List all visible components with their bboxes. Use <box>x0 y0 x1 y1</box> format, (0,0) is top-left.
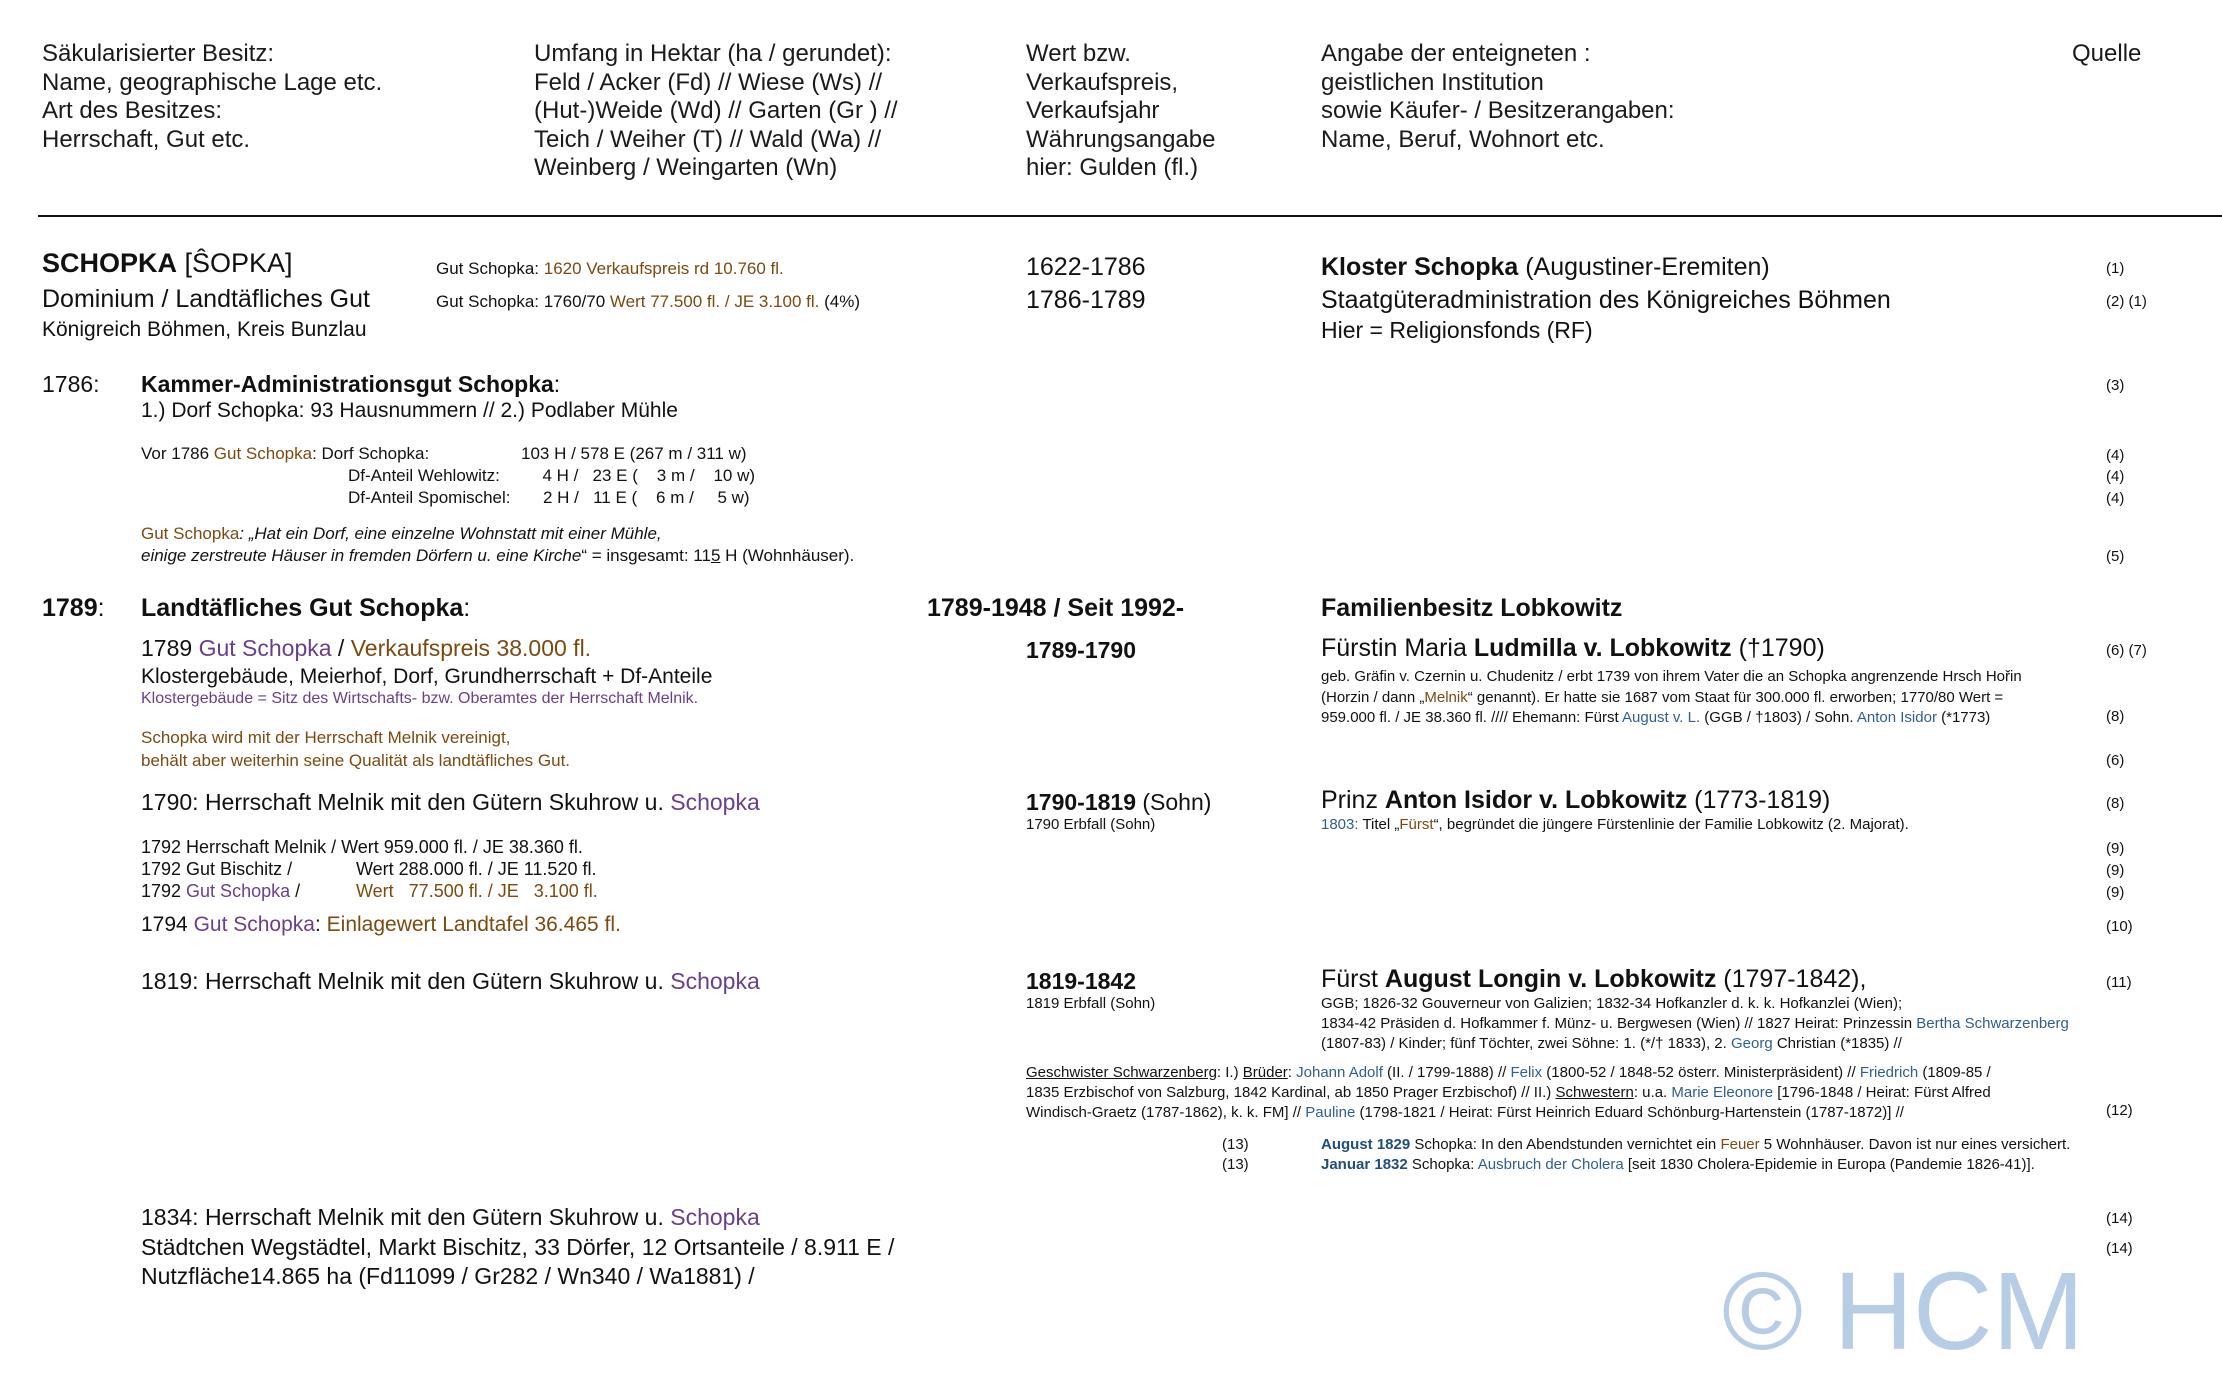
title-owner-3: Hier = Religionsfonds (RF) <box>1321 317 1593 343</box>
wehlowitz-label: Df-Anteil Wehlowitz: <box>348 466 500 485</box>
owner-ludmilla-detail-2: (Horzin / dann „Melnik“ genannt). Er hatte sie 1687 vom Staat für 300.000 fl. erworben; 1770/80 Wert = <box>1321 689 2004 706</box>
header-line: Herrschaft, Gut etc. <box>42 125 251 153</box>
source-ref: (13) <box>1222 1156 1249 1173</box>
wehlowitz-value: 4 H / 23 E ( 3 m / 10 w) <box>533 466 756 485</box>
section-1790-line: 1790: Herrschaft Melnik mit den Gütern Skuhrow u. Schopka <box>141 789 760 815</box>
header-line: (Hut-)Weide (Wd) // Garten (Gr ) // <box>534 97 898 125</box>
owner-august-detail-2: 1834-42 Präsiden d. Hofkammer f. Münz- u. Bergwesen (Wien) // 1827 Heirat: Prinzessin Bertha Schwarzenberg <box>1321 1015 2069 1032</box>
header-line: Art des Besitzes: <box>42 97 223 125</box>
section-1789-period: 1789-1948 / Seit 1992- <box>927 594 1185 622</box>
quote-line-1: Gut Schopka: „Hat ein Dorf, eine einzelne Wohnstatt mit einer Mühle, <box>141 524 662 543</box>
header-line: Verkaufspreis, <box>1026 68 1179 96</box>
source-ref: (4) <box>2106 468 2125 485</box>
vor-1786-value: 103 H / 578 E (267 m / 311 w) <box>521 444 747 463</box>
source-ref: (8) <box>2106 708 2125 725</box>
quote-line-2: einige zerstreute Häuser in fremden Dörfern u. eine Kirche“ = insgesamt: 115 H (Wohnhäuser). <box>141 546 855 565</box>
header-line: Wert bzw. <box>1026 40 1131 67</box>
value-1792-melnik: 1792 Herrschaft Melnik / Wert 959.000 fl. / JE 38.360 fl. <box>141 837 583 857</box>
source-ref: (13) <box>1222 1136 1249 1153</box>
gut-1789-merge-1: Schopka wird mit der Herrschaft Melnik vereinigt, <box>141 728 511 747</box>
value-1792-bischitz-label: 1792 Gut Bischitz / <box>141 859 293 879</box>
owner-ludmilla-detail-3: 959.000 fl. / JE 38.360 fl. //// Ehemann: Fürst August v. L. (GGB / †1803) / Sohn. Anton Isidor (*1773) <box>1321 709 1991 726</box>
source-ref: (1) <box>2106 260 2125 277</box>
section-1834-towns: Städtchen Wegstädtel, Markt Bischitz, 33 Dörfer, 12 Ortsanteile / 8.911 E / <box>141 1234 895 1260</box>
title-alt: [ŜOPKA] <box>177 248 293 278</box>
gut-1789-price: 1789 Gut Schopka / Verkaufspreis 38.000 fl. <box>141 635 592 661</box>
owner-ludmilla: Fürstin Maria Ludmilla v. Lobkowitz (†1790) <box>1321 634 1825 662</box>
section-1789-owner: Familienbesitz Lobkowitz <box>1321 594 1623 622</box>
header-col-besitz <box>42 40 382 154</box>
owner-august-detail-3: (1807-83) / Kinder; fünf Töchter, zwei Söhne: 1. (*/† 1833), 2. Georg Christian (*1835) // <box>1321 1035 1902 1052</box>
source-ref: (3) <box>2106 377 2125 394</box>
source-ref: (14) <box>2106 1240 2133 1257</box>
section-1834-area: Nutzfläche14.865 ha (Fd11099 / Gr282 / Wn340 / Wa1881) / <box>141 1263 755 1289</box>
header-line: hier: Gulden (fl.) <box>1026 154 1199 182</box>
header-line: Umfang in Hektar (ha / gerundet): <box>534 40 892 67</box>
header-col-wert <box>1026 40 1215 183</box>
source-ref: (12) <box>2106 1102 2133 1119</box>
header-line: Name, geographische Lage etc. <box>42 68 383 96</box>
header-col-institution <box>1321 40 1675 154</box>
vor-1786-line: Vor 1786 Gut Schopka: Dorf Schopka: <box>141 444 430 463</box>
header-divider <box>38 215 2222 217</box>
header-line: Weinberg / Weingarten (Wn) <box>534 154 838 182</box>
source-ref: (5) <box>2106 548 2125 565</box>
source-ref: (6) (7) <box>2106 642 2147 659</box>
gut-1789-contents: Klostergebäude, Meierhof, Dorf, Grundherrschaft + Df-Anteile <box>141 665 713 688</box>
geschwister-line-1: Geschwister Schwarzenberg: I.) Brüder: Johann Adolf (II. / 1799-1888) // Felix (1800-52 / 1848-52 österr. Ministerpräsident) // Friedrich (1809-85 / <box>1026 1064 1991 1081</box>
header-line: Feld / Acker (Fd) // Wiese (Ws) // <box>534 68 883 96</box>
period-1819-1842: 1819-1842 <box>1026 968 1136 994</box>
title-name: SCHOPKA <box>42 248 178 278</box>
header-line: Verkaufsjahr <box>1026 97 1160 125</box>
event-1832-cholera: Januar 1832 Schopka: Ausbruch der Cholera [seit 1830 Cholera-Epidemie in Europa (Pandemie 1826-41)]. <box>1321 1156 2035 1173</box>
owner-august-detail-1: GGB; 1826-32 Gouverneur von Galizien; 1832-34 Hofkanzler d. k. k. Hofkanzlei (Wien); <box>1321 995 1903 1012</box>
header-col-umfang <box>534 40 898 183</box>
section-1834-line: 1834: Herrschaft Melnik mit den Gütern Skuhrow u. Schopka <box>141 1204 760 1230</box>
section-1789-heading: Landtäfliches Gut Schopka: <box>141 594 471 622</box>
page-title <box>42 247 293 280</box>
header-col-quelle: Quelle <box>2072 40 2142 67</box>
event-1829-fire: August 1829 Schopka: In den Abendstunden vernichtet ein Feuer 5 Wohnhäuser. Davon ist nur eines versichert. <box>1321 1136 2071 1153</box>
source-ref: (4) <box>2106 447 2125 464</box>
owner-anton-isidor-detail: 1803: Titel „Fürst“, begründet die jüngere Fürstenlinie der Familie Lobkowitz (2. Majorat). <box>1321 816 1909 833</box>
owner-anton-isidor: Prinz Anton Isidor v. Lobkowitz (1773-1819) <box>1321 786 1831 814</box>
gut-1789-merge-2: behält aber weiterhin seine Qualität als landtäfliches Gut. <box>141 751 571 770</box>
source-ref: (14) <box>2106 1210 2133 1227</box>
title-gut-price: Gut Schopka: 1620 Verkaufspreis rd 10.760 fl. <box>436 259 784 278</box>
title-subtitle: Dominium / Landtäfliches Gut <box>42 285 370 313</box>
header-line: sowie Käufer- / Besitzerangaben: <box>1321 97 1675 125</box>
source-ref: (11) <box>2106 974 2132 991</box>
spomischel-label: Df-Anteil Spomischel: <box>348 488 511 507</box>
source-ref: (9) <box>2106 840 2125 857</box>
title-period-1: 1622-1786 <box>1026 253 1146 281</box>
header-line: geistlichen Institution <box>1321 68 1544 96</box>
spomischel-value: 2 H / 11 E ( 6 m / 5 w) <box>543 488 750 507</box>
value-1794-schopka: 1794 Gut Schopka: Einlagewert Landtafel 36.465 fl. <box>141 913 621 936</box>
title-period-2: 1786-1789 <box>1026 286 1146 314</box>
section-1786-line: 1.) Dorf Schopka: 93 Hausnummern // 2.) Podlaber Mühle <box>141 399 678 422</box>
header-line: Säkularisierter Besitz: <box>42 40 275 67</box>
period-1789-1790: 1789-1790 <box>1026 637 1136 663</box>
source-ref: (4) <box>2106 490 2125 507</box>
period-1790-erbfall: 1790 Erbfall (Sohn) <box>1026 816 1156 833</box>
year-1786: 1786: <box>42 371 100 397</box>
title-owner-2: Staatgüteradministration des Königreiches Böhmen <box>1321 286 1891 314</box>
copyright-watermark: © HCM <box>1722 1250 2085 1373</box>
header-line: Währungsangabe <box>1026 125 1216 153</box>
owner-ludmilla-detail-1: geb. Gräfin v. Czernin u. Chudenitz / erbt 1739 von ihrem Vater die an Schopka angrenzende Hrsch Hořin <box>1321 668 2022 685</box>
source-ref: (9) <box>2106 862 2125 879</box>
geschwister-line-3: Windisch-Graetz (1787-1862), k. k. FM] // Pauline (1798-1821 / Heirat: Fürst Heinrich Eduard Schönburg-Hartenstein (1787-1872)] // <box>1026 1104 1904 1121</box>
title-owner-1: Kloster Schopka (Augustiner-Eremiten) <box>1321 253 1770 281</box>
period-1819-erbfall: 1819 Erbfall (Sohn) <box>1026 995 1156 1012</box>
gut-1789-note: Klostergebäude = Sitz des Wirtschafts- bzw. Oberamtes der Herrschaft Melnik. <box>141 690 699 707</box>
section-1786-heading: Kammer-Administrationsgut Schopka: <box>141 371 561 397</box>
header-line: Angabe der enteigneten : <box>1321 40 1591 67</box>
section-1819-line: 1819: Herrschaft Melnik mit den Gütern Skuhrow u. Schopka <box>141 968 760 994</box>
value-1792-schopka-label: 1792 Gut Schopka / <box>141 881 301 901</box>
period-1790-1819: 1790-1819 (Sohn) <box>1026 789 1212 815</box>
source-ref: (6) <box>2106 752 2125 769</box>
header-line: Name, Beruf, Wohnort etc. <box>1321 125 1605 153</box>
source-ref: (8) <box>2106 795 2125 812</box>
source-ref: (10) <box>2106 918 2133 935</box>
title-gut-value: Gut Schopka: 1760/70 Wert 77.500 fl. / JE 3.100 fl. (4%) <box>436 292 860 311</box>
source-ref: (2) (1) <box>2106 293 2147 310</box>
geschwister-line-2: 1835 Erzbischof von Salzburg, 1842 Kardinal, ab 1850 Prager Erzbischof) // II.) Schwestern: u.a. Marie Eleonore [1796-1848 / Heirat: Fürst Alfred <box>1026 1084 1991 1101</box>
value-1792-bischitz: Wert 288.000 fl. / JE 11.520 fl. <box>356 859 597 879</box>
owner-august-longin: Fürst August Longin v. Lobkowitz (1797-1842), <box>1321 965 1867 993</box>
source-ref: (9) <box>2106 884 2125 901</box>
value-1792-schopka: Wert 77.500 fl. / JE 3.100 fl. <box>356 881 598 901</box>
year-1789: 1789: <box>42 594 105 622</box>
header-line: Teich / Weiher (T) // Wald (Wa) // <box>534 125 882 153</box>
title-location: Königreich Böhmen, Kreis Bunzlau <box>42 318 367 341</box>
